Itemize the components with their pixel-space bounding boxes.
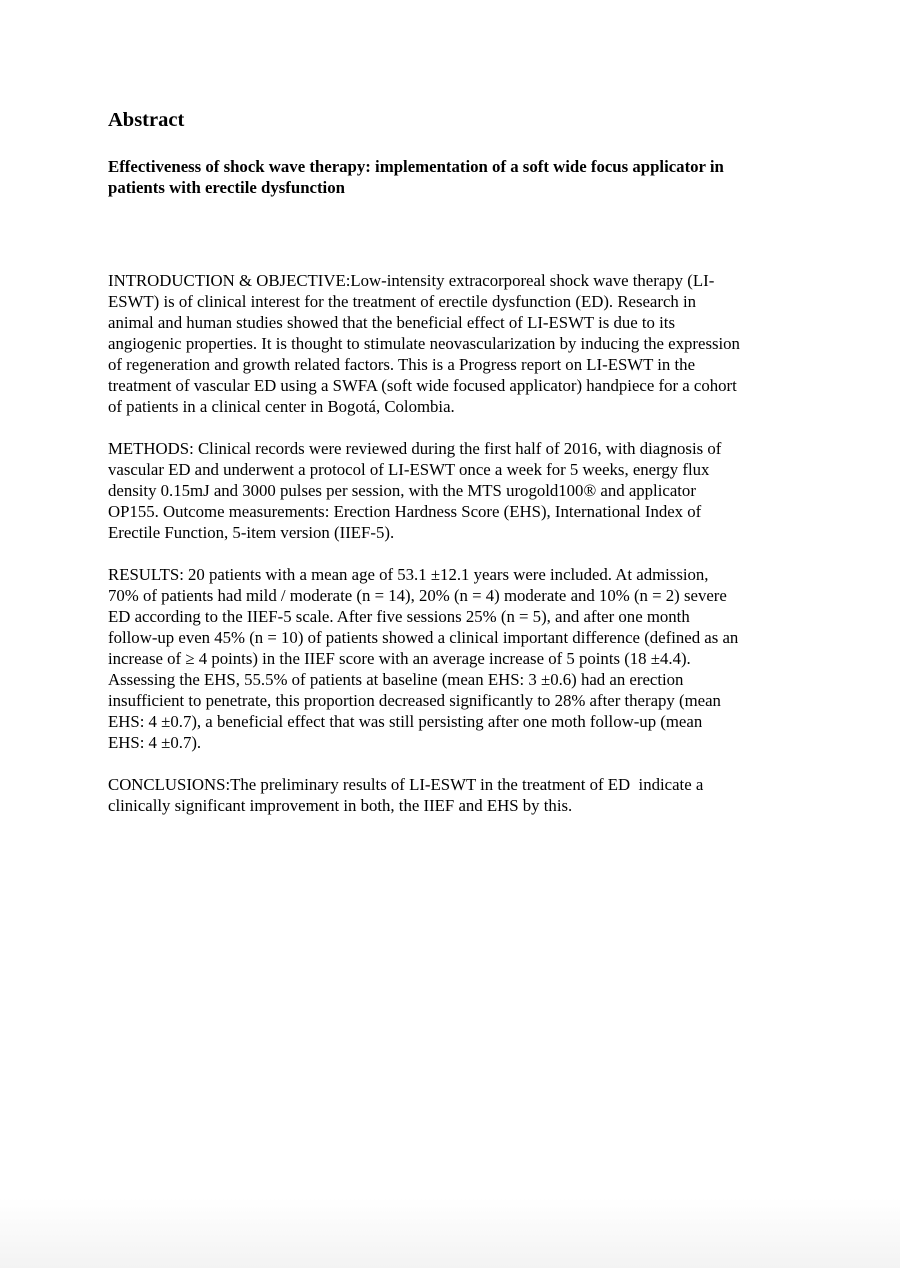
- text-line: animal and human studies showed that the beneficial effect of LI-ESWT is due to its: [108, 313, 675, 332]
- text-line: vascular ED and underwent a protocol of LI-ESWT once a week for 5 weeks, energy flux: [108, 460, 710, 479]
- paper-title: [108, 156, 808, 198]
- text-line: EHS: 4 ±0.7).: [108, 733, 202, 752]
- document-page: [108, 104, 808, 816]
- text-line: CONCLUSIONS:The preliminary results of LI-ESWT in the treatment of ED indicate a: [108, 775, 704, 794]
- introduction-paragraph: [108, 270, 808, 417]
- text-line: insufficient to penetrate, this proportion decreased significantly to 28% after therapy (mean: [108, 691, 721, 710]
- title-line: Effectiveness of shock wave therapy: implementation of a soft wide focus applicator in: [108, 157, 724, 176]
- text-line: follow-up even 45% (n = 10) of patients showed a clinical important difference (defined as an: [108, 628, 739, 647]
- text-line: METHODS: Clinical records were reviewed during the first half of 2016, with diagnosis of: [108, 439, 722, 458]
- abstract-heading: Abstract: [108, 109, 185, 131]
- page-bottom-shadow: [0, 1198, 900, 1268]
- text-line: increase of ≥ 4 points) in the IIEF score with an average increase of 5 points (18 ±4.4).: [108, 649, 691, 668]
- text-line: INTRODUCTION & OBJECTIVE:Low-intensity extracorporeal shock wave therapy (LI-: [108, 271, 715, 290]
- text-line: Assessing the EHS, 55.5% of patients at baseline (mean EHS: 3 ±0.6) had an erection: [108, 670, 684, 689]
- text-line: treatment of vascular ED using a SWFA (soft wide focused applicator) handpiece for a cohort: [108, 376, 737, 395]
- text-line: OP155. Outcome measurements: Erection Hardness Score (EHS), International Index of: [108, 502, 702, 521]
- text-line: ESWT) is of clinical interest for the treatment of erectile dysfunction (ED). Research in: [108, 292, 697, 311]
- text-line: ED according to the IIEF-5 scale. After five sessions 25% (n = 5), and after one month: [108, 607, 690, 626]
- text-line: clinically significant improvement in both, the IIEF and EHS by this.: [108, 796, 573, 815]
- text-line: of patients in a clinical center in Bogotá, Colombia.: [108, 397, 455, 416]
- results-paragraph: [108, 564, 808, 753]
- conclusions-paragraph: [108, 774, 808, 816]
- text-line: of regeneration and growth related factors. This is a Progress report on LI-ESWT in the: [108, 355, 696, 374]
- text-line: EHS: 4 ±0.7), a beneficial effect that was still persisting after one moth follow-up (mean: [108, 712, 703, 731]
- text-line: density 0.15mJ and 3000 pulses per session, with the MTS urogold100® and applicator: [108, 481, 696, 500]
- title-line: patients with erectile dysfunction: [108, 178, 345, 197]
- text-line: 70% of patients had mild / moderate (n = 14), 20% (n = 4) moderate and 10% (n = 2) severe: [108, 586, 727, 605]
- text-line: angiogenic properties. It is thought to stimulate neovascularization by inducing the expression: [108, 334, 740, 353]
- text-line: RESULTS: 20 patients with a mean age of 53.1 ±12.1 years were included. At admission,: [108, 565, 709, 584]
- methods-paragraph: [108, 438, 808, 543]
- text-line: Erectile Function, 5-item version (IIEF-5).: [108, 523, 395, 542]
